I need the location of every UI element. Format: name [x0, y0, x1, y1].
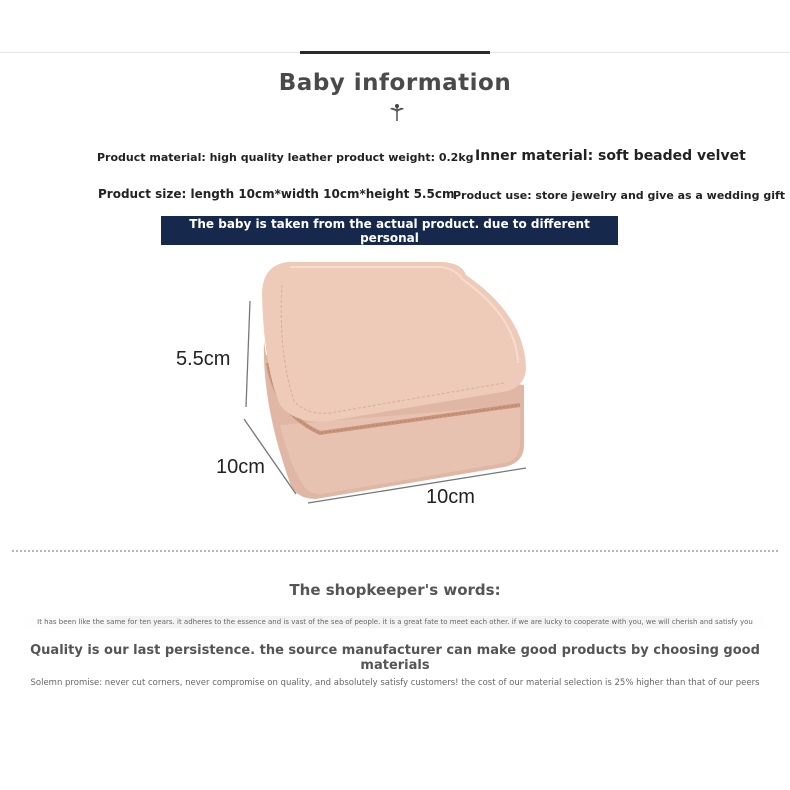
promise-statement: Solemn promise: never cut corners, never compromise on quality, and absolutely satisfy customers! the cost of our material selection is 25% higher than that of our peers: [30, 678, 760, 688]
shopkeeper-message: It has been like the same for ten years. it adheres to the essence and is vast of the sea of people. it is a great fate to meet each other. if we are lucky to cooperate with you, we will cherish and satisfy you: [20, 616, 770, 628]
color-notice-banner: [161, 216, 618, 259]
product-illustration: [170, 255, 550, 525]
flower-ornament-icon: [388, 102, 406, 122]
title-accent-bar: [300, 51, 490, 54]
spec-size: Product size: length 10cm*width 10cm*height 5.5cm: [98, 187, 455, 201]
spec-use: Product use: store jewelry and give as a wedding gift: [453, 189, 786, 202]
banner-line-2: monitors, there may be color differences: [251, 245, 528, 259]
spec-inner-material: Inner material: soft beaded velvet: [475, 148, 746, 164]
width-label: 10cm: [426, 486, 475, 508]
page-title: Baby information: [278, 70, 512, 96]
depth-label: 10cm: [216, 456, 265, 478]
banner-line-1: The baby is taken from the actual product. due to different personal: [189, 217, 590, 245]
quality-statement: Quality is our last persistence. the source manufacturer can make good products by choosing good materials: [30, 643, 760, 673]
height-dimension-line: [246, 301, 250, 407]
shopkeeper-title: The shopkeeper's words:: [289, 581, 501, 599]
height-label: 5.5cm: [176, 348, 231, 370]
spec-material: Product material: high quality leather product weight: 0.2kg: [97, 151, 474, 164]
section-divider-dotted: [12, 550, 778, 552]
